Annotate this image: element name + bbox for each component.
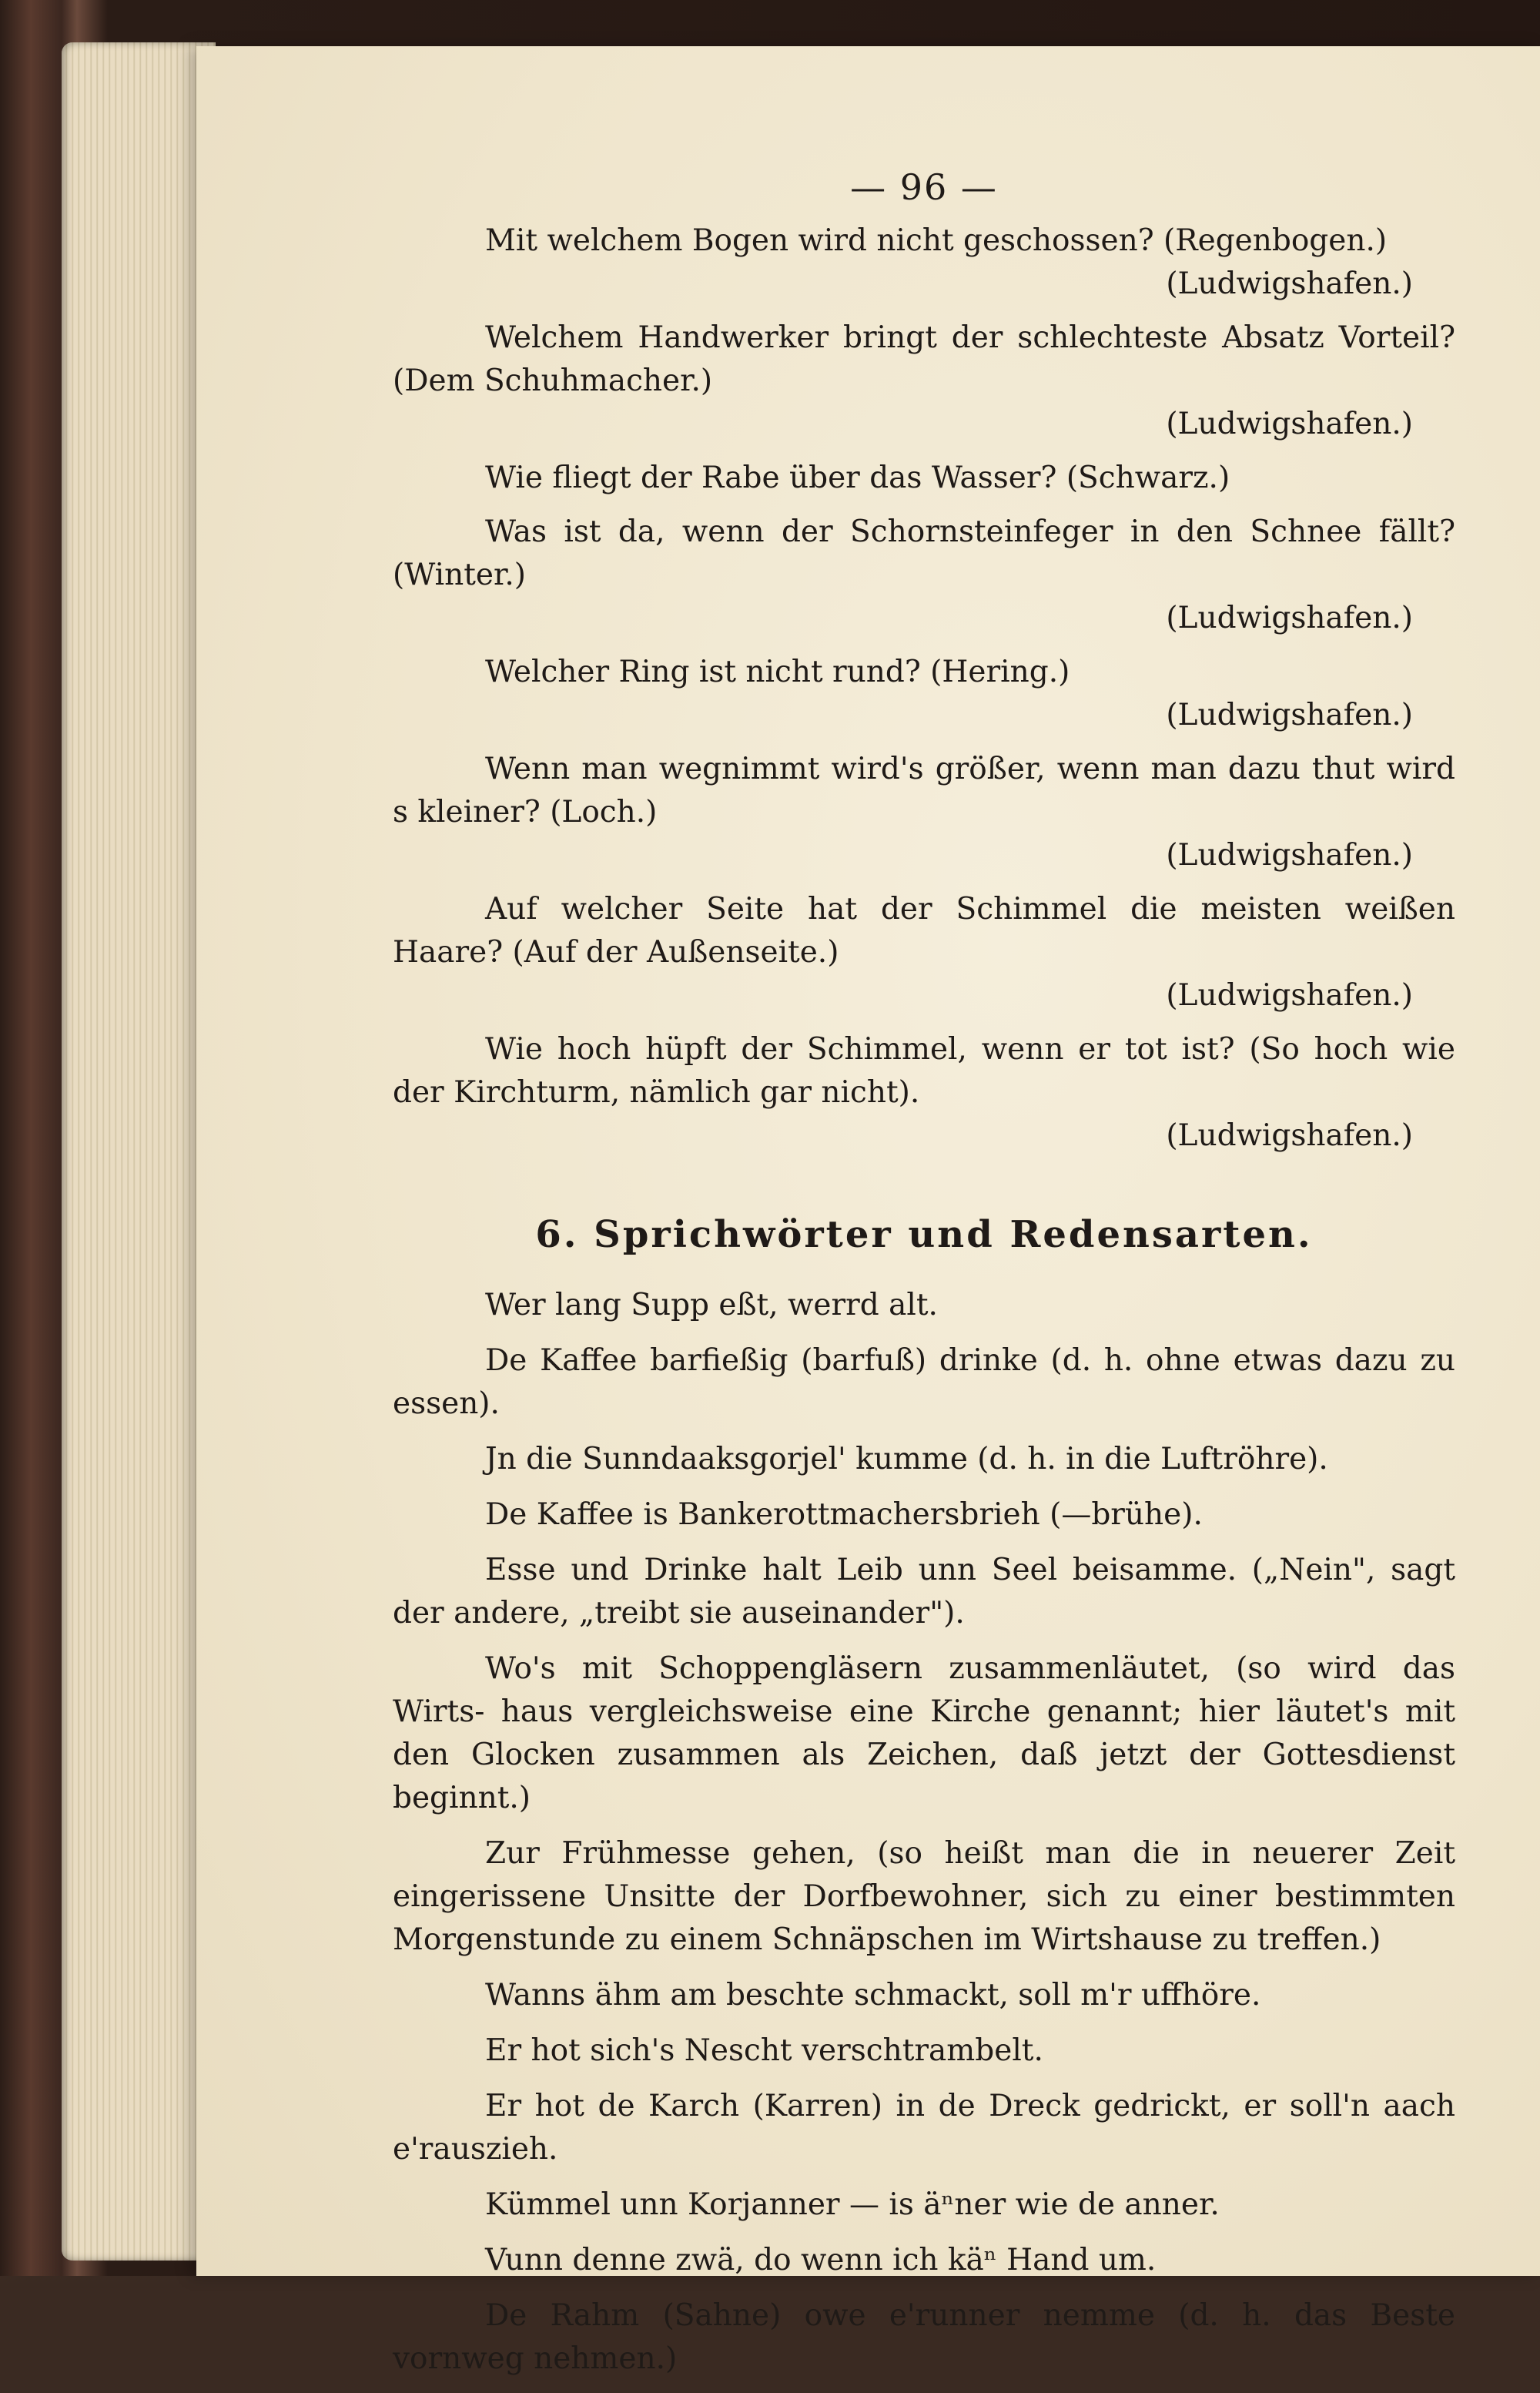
riddle-entry <box>393 1028 1455 1158</box>
riddle-source: (Ludwigshafen.) <box>1166 1118 1413 1153</box>
riddle-entry <box>393 317 1455 446</box>
riddle-entry <box>393 457 1455 500</box>
riddle-text: Auf welcher Seite hat der Schimmel die meisten weißen Haare? (Auf der Außenseite.) <box>393 892 1455 970</box>
riddle-entry <box>393 748 1455 877</box>
riddle-source: (Ludwigshafen.) <box>1166 838 1413 873</box>
proverb-entry: Kümmel unn Korjanner — is äⁿner wie de anner. <box>485 2187 1220 2222</box>
proverb-entry: Zur Frühmesse gehen, (so heißt man die in neuerer Zeit eingerissene Unsitte der Dorfbewohner, sich zu einer bestimmten Morgenstunde zu einem Schnäpschen im Wirtshause zu treffen.) <box>393 1836 1455 1957</box>
riddle-text: Wie fliegt der Rabe über das Wasser? (Schwarz.) <box>485 461 1230 495</box>
page-text <box>393 166 1455 2393</box>
riddle-entry <box>393 220 1455 306</box>
riddle-text: Welcher Ring ist nicht rund? (Hering.) <box>485 655 1070 689</box>
proverb-entry: Vunn denne zwä, do wenn ich käⁿ Hand um. <box>485 2243 1157 2277</box>
page-number: — 96 — <box>850 166 998 208</box>
riddle-text: Wenn man wegnimmt wird's größer, wenn man dazu thut wird s kleiner? (Loch.) <box>393 752 1455 830</box>
riddle-source: (Ludwigshafen.) <box>1166 407 1413 441</box>
riddle-entry <box>393 651 1455 737</box>
proverb-entry: Er hot de Karch (Karren) in de Dreck gedrickt, er soll'n aach e'rauszieh. <box>393 2089 1455 2167</box>
riddle-entry <box>393 511 1455 640</box>
riddle-source: (Ludwigshafen.) <box>1166 698 1413 732</box>
proverb-entry: De Rahm (Sahne) owe e'runner nemme (d. h. das Beste vornweg nehmen.) <box>393 2298 1455 2376</box>
proverb-entry: De Kaffee is Bankerottmachersbrieh (—brühe). <box>485 1497 1203 1532</box>
proverbs-list <box>393 1284 1455 2381</box>
page-edges <box>62 42 216 2261</box>
proverb-entry: Er hot sich's Nescht verschtrambelt. <box>485 2033 1043 2068</box>
proverb-entry: Esse und Drinke halt Leib unn Seel beisamme. („Nein", sagt der andere, „treibt sie auseinander"). <box>393 1553 1455 1631</box>
riddle-text: Mit welchem Bogen wird nicht geschossen? (Regenbogen.) <box>485 223 1388 258</box>
riddle-entry <box>393 888 1455 1017</box>
section-heading: 6. Sprichwörter und Redensarten. <box>535 1213 1313 1256</box>
riddles-list <box>393 220 1455 1158</box>
riddle-source: (Ludwigshafen.) <box>1166 978 1413 1013</box>
proverb-entry: Wo's mit Schoppengläsern zusammenläutet, (so wird das Wirts- haus vergleichsweise eine Kirche genannt; hier läutet's mit den Glocken zusammen als Zeichen, daß jetzt der Gottesdienst beginnt.) <box>393 1651 1455 1815</box>
proverb-entry: De Kaffee barfießig (barfuß) drinke (d. h. ohne etwas dazu zu essen). <box>393 1343 1455 1421</box>
riddle-text: Wie hoch hüpft der Schimmel, wenn er tot ist? (So hoch wie der Kirchturm, nämlich gar nicht). <box>393 1032 1455 1110</box>
proverb-entry: Jn die Sunndaaksgorjel' kumme (d. h. in die Luftröhre). <box>485 1442 1328 1476</box>
proverb-entry: Wanns ähm am beschte schmackt, soll m'r uffhöre. <box>485 1978 1261 2013</box>
proverb-entry: Wer lang Supp eßt, werrd alt. <box>485 1288 938 1322</box>
riddle-text: Welchem Handwerker bringt der schlechteste Absatz Vorteil? (Dem Schuhmacher.) <box>393 320 1455 398</box>
riddle-source: (Ludwigshafen.) <box>1166 601 1413 635</box>
riddle-text: Was ist da, wenn der Schornsteinfeger in den Schnee fällt? (Winter.) <box>393 514 1455 592</box>
riddle-source: (Ludwigshafen.) <box>1166 266 1413 301</box>
